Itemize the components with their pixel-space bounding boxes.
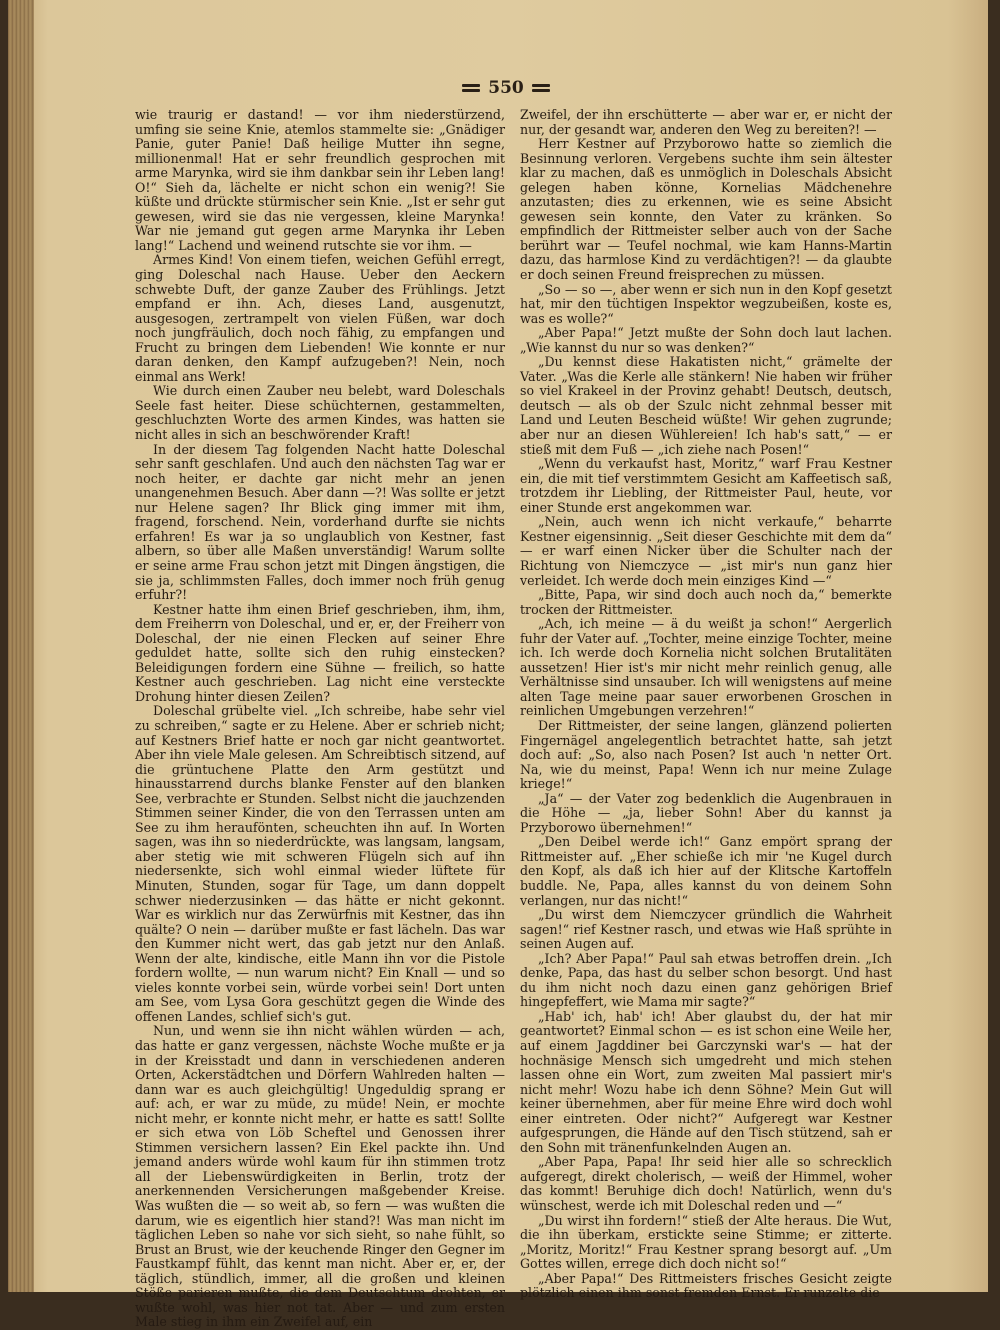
paragraph: „Du wirst dem Niemczycer gründlich die Wahrheit sagen!“ rief Kestner rasch, und etwas wie Haß sprühte in seinen Augen auf.: [520, 907, 892, 952]
paragraph: „Ich? Aber Papa!“ Paul sah etwas betroffen drein. „Ich denke, Papa, das hast du selber schon besorgt. Und hast du ihm nicht noch dazu einen ganz gehörigen Brief hingepfeffert, wie Mama mir sagte?“: [520, 950, 892, 1010]
paragraph: „Aber Papa!“ Des Rittmeisters frisches Gesicht zeigte plötzlich einen ihm sonst fremden Ernst. Er runzelte die: [520, 1270, 892, 1301]
paragraph: „Ja“ — der Vater zog bedenklich die Augenbrauen in die Höhe — „ja, lieber Sohn! Aber du kannst ja Przyborowo übernehmen!“: [520, 790, 892, 835]
paragraph: Zweifel, der ihn erschütterte — aber war er, er nicht der nur, der gesandt war, anderen den Weg zu bereiten?! —: [520, 107, 892, 137]
paragraph: „Bitte, Papa, wir sind doch auch noch da,“ bemerkte trocken der Rittmeister.: [520, 587, 892, 617]
paragraph: Doleschal grübelte viel. „Ich schreibe, habe sehr viel zu schreiben,“ sagte er zu Helene. Aber er schrieb nicht; auf Kestners Brief hatte er noch gar nicht geantwortet. Aber ihn viele Male gelesen. Am Schreibtisch sitzend, auf die grüntuchene Platte den Arm gestützt und hinausstarrend durchs blanke Fenster auf den blanken See, verbrachte er Stunden. Selbst nicht die jauchzenden Stimmen seiner Kinder, die von den Terrassen unten am See zu ihm heraufönten, scheuchten ihn auf. In Worten sagen, was ihn so niederdrückte, was langsam, langsam, aber stetig wie mit schweren Flügeln sich auf ihn niedersenkte, sich wohl einmal wieder lüftete für Minuten, Stunden, sogar für Tage, um dann doppelt schwer niederzusinken — das hätte er nicht gekonnt. War es wirklich nur das Zerwürfnis mit Kestner, das ihn quälte? O nein — darüber mußte er fast lächeln. Das war den Kummer nicht wert, das gab jetzt nur den Anlaß. Wenn der alte, kindische, eitle Mann ihn vor die Pistole fordern wollte, — nun warum nicht? Ein Knall — und so vieles konnte vorbei sein, würde vorbei sein! Dort unten am See, vom Lysa Gora geschützt gegen die Winde des offenen Landes, schlief sich's gut.: [135, 703, 505, 1024]
paragraph: Armes Kind! Von einem tiefen, weichen Gefühl erregt, ging Doleschal nach Hause. Ueber den Aeckern schwebte Duft, der ganze Zauber des Frühlings. Jetzt empfand er ihn. Ach, dieses Land, ausgenutzt, ausgesogen, zertrampelt von vielen Füßen, war doch noch jungfräulich, doch noch fähig, zu empfangen und Frucht zu bringen dem Liebenden! Wie konnte er nur daran denken, den Kampf aufzugeben?! Nein, noch einmal ans Werk!: [135, 252, 505, 384]
paragraph: „Den Deibel werde ich!“ Ganz empört sprang der Rittmeister auf. „Eher schieße ich mir 'ne Kugel durch den Kopf, als daß ich hier auf der Klitsche Kartoffeln buddle. Ne, Papa, alles kannst du von deinem Sohn verlangen, nur das nicht!“: [520, 834, 892, 908]
paragraph: „Aber Papa!“ Jetzt mußte der Sohn doch laut lachen. „Wie kannst du nur so was denken?“: [520, 325, 892, 355]
paragraph: „Du wirst ihn fordern!“ stieß der Alte heraus. Die Wut, die ihn überkam, erstickte seine Stimme; er zitterte. „Moritz, Moritz!“ Frau Kestner sprang besorgt auf. „Um Gottes willen, errege dich doch nicht so!“: [520, 1212, 892, 1272]
paragraph: „Aber Papa, Papa! Ihr seid hier alle so schrecklich aufgeregt, direkt cholerisch, — weiß der Himmel, woher das kommt! Beruhige dich doch! Natürlich, wenn du's wünschest, werde ich mit Doleschal reden und —“: [520, 1154, 892, 1214]
page-number: 550: [488, 78, 524, 98]
paragraph: „So — so —, aber wenn er sich nun in den Kopf gesetzt hat, mir den tüchtigen Inspektor wegzubeißen, koste es, was es wolle?“: [520, 281, 892, 326]
book-spine-edge: [8, 0, 34, 1292]
ornament-left-icon: [462, 82, 480, 94]
ornament-right-icon: [532, 82, 550, 94]
paragraph: „Du kennst diese Hakatisten nicht,“ grämelte der Vater. „Was die Kerle alle stänkern! Nie haben wir früher so viel Krakeel in der Provinz gehabt! Deutsch, deutsch, deutsch — als ob der Szulc nicht zehnmal besser mit Land und Leuten Bescheid wüßte! Wir gehen zugrunde; aber nur an diesen Wühlereien! Ich hab's satt,“ — er stieß mit dem Fuß — „ich ziehe nach Posen!“: [520, 354, 892, 457]
paragraph: „Wenn du verkaufst hast, Moritz,“ warf Frau Kestner ein, die mit tief verstimmtem Gesicht am Kaffeetisch saß, trotzdem ihr Liebling, der Rittmeister Paul, heute, vor einer Stunde erst angekommen war.: [520, 456, 892, 515]
paragraph: Wie durch einen Zauber neu belebt, ward Doleschals Seele fast heiter. Diese schüchternen, gestammelten, geschluchzten Worte des armen Kindes, was hatten sie nicht alles in sich an beschwörender Kraft!: [135, 383, 505, 443]
paragraph: „Nein, auch wenn ich nicht verkaufe,“ beharrte Kestner eigensinnig. „Seit dieser Geschichte mit dem da“ — er warf einen Nicker über die Schulter nach der Richtung von Niemczyce — „ist mir's nun ganz hier verleidet. Ich werde doch mein einziges Kind —“: [520, 514, 892, 588]
left-text-column: [135, 107, 505, 1330]
paragraph: Der Rittmeister, der seine langen, glänzend polierten Fingernägel angelegentlich betrachtet hatte, sah jetzt doch auf: „So, also nach Posen? Ist auch 'n netter Ort. Na, wie du meinst, Papa! Wenn ich nur meine Zulage kriege!“: [520, 717, 892, 792]
page-header: [456, 76, 556, 100]
right-text-column: [520, 107, 892, 1301]
paragraph: Herr Kestner auf Przyborowo hatte so ziemlich die Besinnung verloren. Vergebens suchte ihm sein ältester klar zu machen, daß es unmöglich in Doleschals Absicht gelegen haben könne, Kornelias Mädchenehre anzutasten; dies zu erkennen, wie es seine Absicht gewesen sein konnte, den Vater zu kränken. So empfindlich der Rittmeister selber auch von der Sache berührt war — Teufel nochmal, wie kam Hanns-Martin dazu, das harmlose Kind zu verdächtigen?! — da glaubte er doch seinen Freund freisprechen zu müssen.: [520, 136, 892, 283]
paragraph: „Ach, ich meine — ä du weißt ja schon!“ Aergerlich fuhr der Vater auf. „Tochter, meine einzige Tochter, meine ich. Ich werde doch Kornelia nicht solchen Brutalitäten aussetzen! Hier ist's mir nicht mehr reinlich genug, alle Verhältnisse sind unsauber. Ich will wenigstens auf meine alten Tage meine paar sauer erworbenen Groschen in reinlichen Umgebungen verzehren!“: [520, 616, 892, 719]
paragraph: Kestner hatte ihm einen Brief geschrieben, ihm, ihm, dem Freiherrn von Doleschal, und er, er, der Freiherr von Doleschal, der nie einen Flecken auf seiner Ehre geduldet hatte, sollte sich den ruhig einstecken? Beleidigungen fordern eine Sühne — freilich, so hatte Kestner auch geschrieben. Lag nicht eine versteckte Drohung hinter diesen Zeilen?: [135, 601, 505, 704]
paragraph: Nun, und wenn sie ihn nicht wählen würden — ach, das hatte er ganz vergessen, nächste Woche mußte er ja in der Kreisstadt und dann in verschiedenen anderen Orten, Ackerstädtchen und Dörfern Wahlreden halten — dann war es auch gleichgültig! Ungeduldig sprang er auf: ach, er war zu müde, zu müde! Nein, er mochte nicht mehr, er konnte nicht mehr, er hatte es satt! Sollte er sich etwa von Löb Scheftel und Genossen ihrer Stimmen versichern lassen? Ein Ekel packte ihn. Und jemand anders würde wohl kaum für ihn stimmen trotz all der Liebenswürdigkeiten in Berlin, trotz der anerkennenden Versicherungen maßgebender Kreise. Was wußten die — so weit ab, so fern — was wußten die darum, wie es eigentlich hier stand?! Was man nicht im täglichen Leben so nahe vor sich sieht, so nahe fühlt, so Brust an Brust, wie der keuchende Ringer den Gegner im Faustkampf fühlt, das kennt man nicht. Aber er, er, der täglich, stündlich, immer, all die großen und kleinen Stöße parieren mußte, die dem Deutschtum drohten, er wußte wohl, was hier not tat. Aber — und zum ersten Male stieg in ihm ein Zweifel auf, ein: [135, 1023, 505, 1330]
paragraph: „Hab' ich, hab' ich! Aber glaubst du, der hat mir geantwortet? Einmal schon — es ist schon eine Weile her, auf einem Jagddiner bei Garczynski war's — hat der hochnäsige Mensch sich umgedreht und mich stehen lassen ohne ein Wort, zum zweiten Mal passiert mir's nicht mehr! Wozu habe ich denn Söhne? Mein Gut will keiner übernehmen, aber für meine Ehre wird doch wohl einer eintreten. Oder nicht?“ Aufgeregt war Kestner aufgesprungen, die Hände auf den Tisch stützend, sah er den Sohn mit tränenfunkelnden Augen an.: [520, 1008, 892, 1155]
paragraph: In der diesem Tag folgenden Nacht hatte Doleschal sehr sanft geschlafen. Und auch den nächsten Tag war er noch heiter, er dachte gar nicht mehr an jenen unangenehmen Besuch. Aber dann —?! Was sollte er jetzt nur Helene sagen? Ihr Blick ging immer mit ihm, fragend, forschend. Nein, vorderhand durfte sie nichts erfahren! Es war ja so unglaublich von Kestner, fast albern, so über alle Maßen unverständig! Warum sollte er seine arme Frau schon jetzt mit Dingen ängstigen, die sie ja, schlimmsten Falles, doch immer noch früh genug erfuhr?!: [135, 441, 505, 603]
book-page: [8, 0, 988, 1330]
paragraph: wie traurig er dastand! — vor ihm niederstürzend, umfing sie seine Knie, atemlos stammelte sie: „Gnädiger Panie, guter Panie! Daß heilige Mutter ihn segne, millionenmal! Hat er sehr freundlich gesprochen mit arme Marynka, wird sie ihm dankbar sein ihr Leben lang! O!“ Sieh da, lächelte er nicht schon ein wenig?! Sie küßte und drückte stürmischer sein Knie. „Ist er sehr gut gewesen, wird sie das nie vergessen, kleine Marynka! War nie jemand gut gegen arme Marynka ihr Leben lang!“ Lachend und weinend rutschte sie vor ihm. —: [135, 107, 505, 253]
